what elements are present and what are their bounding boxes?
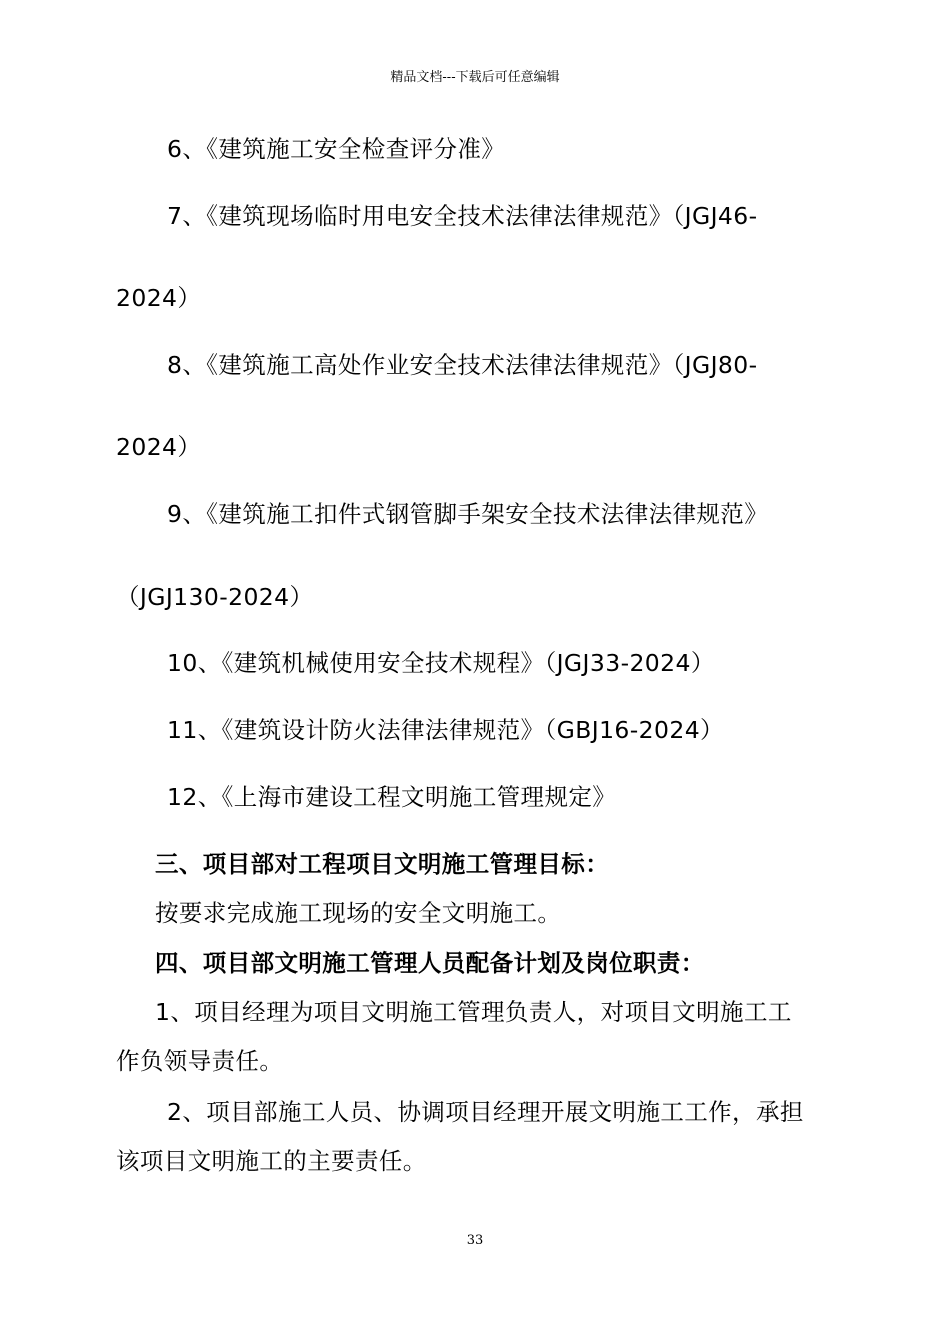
section-4-paragraph-2-line-2: 该项目文明施工的主要责任。 bbox=[116, 1147, 427, 1175]
reference-item-7-continued: 2024） bbox=[116, 284, 202, 312]
reference-item-9: 9、《建筑施工扣件式钢管脚手架安全技术法律法律规范》 bbox=[167, 500, 769, 528]
section-4-paragraph-2-line-1: 2、项目部施工人员、协调项目经理开展文明施工工作，承担 bbox=[167, 1098, 804, 1126]
page-number: 33 bbox=[466, 1233, 484, 1248]
reference-item-10: 10、《建筑机械使用安全技术规程》（JGJ33-2024） bbox=[167, 649, 715, 677]
section-4-paragraph-1-line-2: 作负领导责任。 bbox=[116, 1047, 284, 1075]
reference-item-8: 8、《建筑施工高处作业安全技术法律法律规范》（JGJ80- bbox=[167, 351, 758, 379]
reference-item-8-continued: 2024） bbox=[116, 433, 202, 461]
reference-item-12: 12、《上海市建设工程文明施工管理规定》 bbox=[167, 783, 617, 811]
reference-item-7: 7、《建筑现场临时用电安全技术法律法律规范》（JGJ46- bbox=[167, 202, 758, 230]
section-4-paragraph-1-line-1: 1、项目经理为项目文明施工管理负责人，对项目文明施工工 bbox=[155, 998, 792, 1026]
page-header: 精品文档---下载后可任意编辑 bbox=[390, 70, 560, 85]
section-3-body: 按要求完成施工现场的安全文明施工。 bbox=[155, 899, 562, 927]
reference-item-9-continued: （JGJ130-2024） bbox=[116, 583, 314, 611]
section-3-heading: 三、项目部对工程项目文明施工管理目标： bbox=[155, 850, 610, 878]
section-4-heading: 四、项目部文明施工管理人员配备计划及岗位职责： bbox=[155, 949, 705, 977]
reference-item-11: 11、《建筑设计防火法律法律规范》（GBJ16-2024） bbox=[167, 716, 724, 744]
reference-item-6: 6、《建筑施工安全检查评分准》 bbox=[167, 135, 506, 163]
